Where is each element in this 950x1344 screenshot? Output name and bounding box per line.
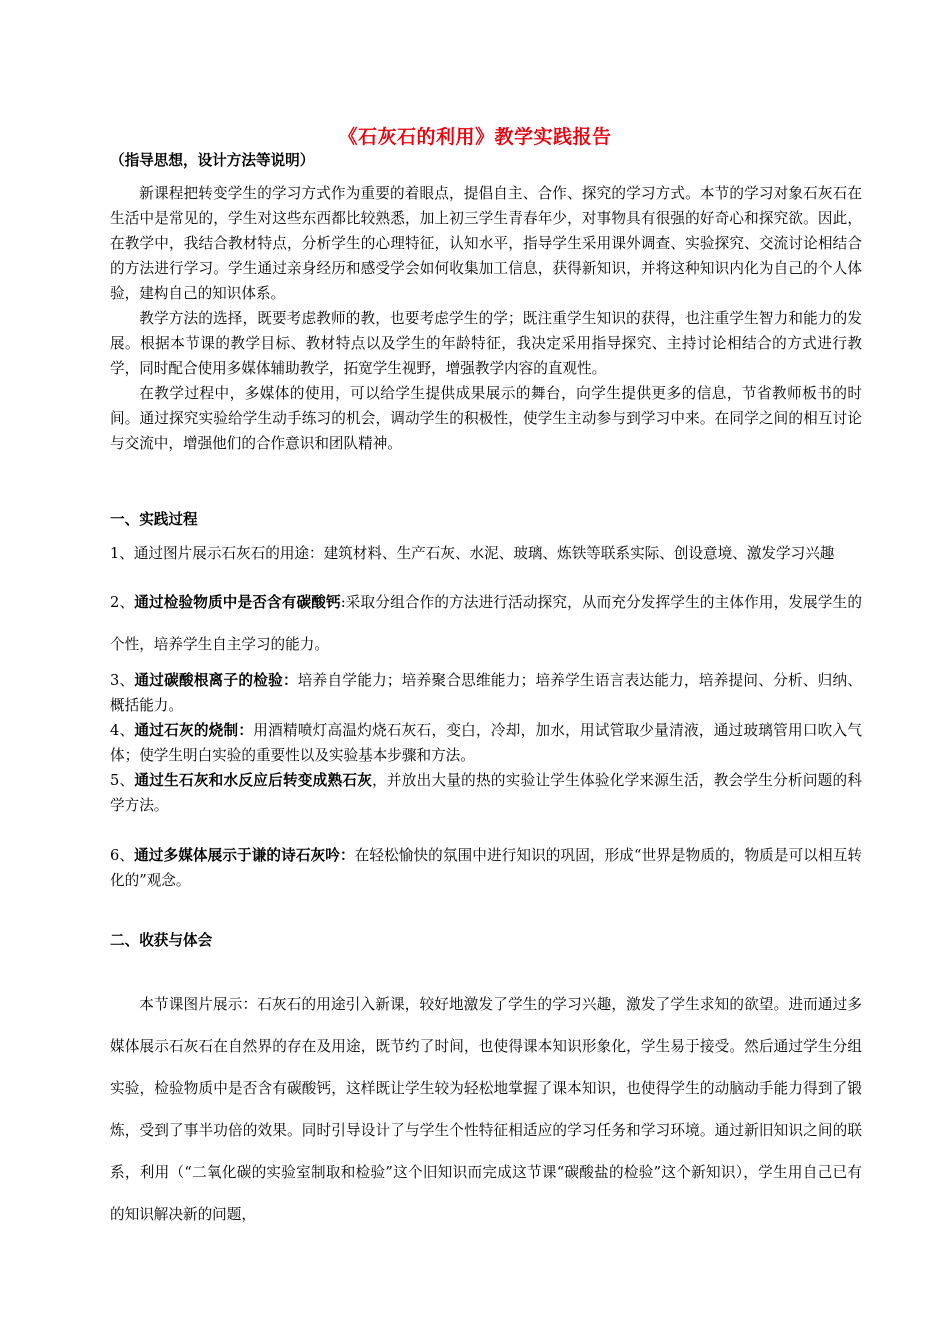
practice-item [110, 668, 862, 718]
practice-item [110, 843, 862, 893]
harvest-section [110, 984, 862, 1236]
intro-paragraph: 在教学过程中，多媒体的使用，可以给学生提供成果展示的舞台，向学生提供更多的信息，节省教师板书的时间。通过探究实验给学生动手练习的机会，调动学生的积极性，使学生主动参与到学习中来。在同学之间的相互讨论与交流中，增强他们的合作意识和团队精神。 [110, 385, 862, 452]
harvest-paragraph: 本节课图片展示：石灰石的用途引入新课，较好地激发了学生的学习兴趣，激发了学生求知的欲望。进而通过多媒体展示石灰石在自然界的存在及用途，既节约了时间，也使得课本知识形象化，学生易于接受。然后通过学生分组实验，检验物质中是否含有碳酸钙，这样既让学生较为轻松地掌握了课本知识，也使得学生的动脑动手能力得到了锻炼，受到了事半功倍的效果。同时引导设计了与学生个性特征相适应的学习任务和学习环境。通过新旧知识之间的联系，利用（“二氧化碳的实验室制取和检验”这个旧知识而完成这节课“碳酸盐的检验”这个新知识），学生用自己已有的知识解决新的问题， [110, 996, 862, 1223]
item-bold-lead: 通过多媒体展示于谦的诗石灰吟： [134, 847, 355, 864]
item-text: ，并放出大量的热的实验让学生体验化学来源生活，教会学生分析问题的科学方法。 [110, 772, 862, 814]
document-subtitle: （指导思想，设计方法等说明） [110, 152, 315, 169]
item-number: 5、 [110, 772, 135, 789]
section-heading: 二、收获与体会 [110, 932, 213, 949]
item-number: 1、 [110, 545, 134, 562]
item-text: 培养自学能力；培养聚合思维能力；培养学生语言表达能力，培养提问、分析、归纳、概括能力。 [110, 672, 862, 714]
intro-paragraph: 教学方法的选择，既要考虑教师的教，也要考虑学生的学；既注重学生知识的获得，也注重学生智力和能力的发展。根据本节课的教学目标、教材特点以及学生的年龄特征，我决定采用指导探究、主持讨论相结合的方式进行教学，同时配合使用多媒体辅助教学，拓宽学生视野，增强教学内容的直观性。 [110, 310, 862, 377]
item-bold-lead: 通过石灰的烧制： [134, 722, 254, 739]
practice-item [110, 718, 862, 768]
item-text: :采取分组合作的方法进行活动探究，从而充分发挥学生的主体作用，发展学生的个性，培养学生自主学习的能力。 [110, 594, 862, 653]
item-number: 2、 [110, 594, 135, 611]
item-number: 3、 [110, 672, 135, 689]
item-text: 通过图片展示石灰石的用途：建筑材料、生产石灰、水泥、玻璃、炼铁等联系实际、创设意境、激发学习兴趣 [133, 545, 835, 562]
item-bold-lead: 通过碳酸根离子的检验： [134, 672, 298, 689]
intro-paragraph: 新课程把转变学生的学习方式作为重要的着眼点，提倡自主、合作、探究的学习方式。本节的学习对象石灰石在生活中是常见的，学生对这些东西都比较熟悉，加上初三学生青春年少，对事物具有很强的好奇心和探究欲。因此，在教学中，我结合教材特点，分析学生的心理特征，认知水平，指导学生采用课外调查、实验探究、交流讨论相结合的方法进行学习。学生通过亲身经历和感受学会如何收集加工信息，获得新知识，并将这种知识内化为自己的个人体验，建构自己的知识体系。 [110, 185, 862, 302]
practice-item [110, 541, 862, 566]
item-text: 在轻松愉快的氛围中进行知识的巩固，形成“世界是物质的，物质是可以相互转化的”观念。 [110, 847, 862, 889]
section-heading: 一、实践过程 [110, 511, 198, 528]
intro-section [110, 181, 862, 456]
practice-item [110, 768, 862, 818]
item-bold-lead: 通过检验物质中是否含有碳酸钙 [134, 594, 341, 611]
document-title: 《石灰石的利用》教学实践报告 [338, 126, 612, 148]
item-number: 6、 [110, 847, 135, 864]
item-bold-lead: 通过生石灰和水反应后转变成熟石灰 [134, 772, 373, 789]
practice-item [110, 582, 862, 666]
item-text: 用酒精喷灯高温灼烧石灰石，变白，冷却，加水，用试管取少量清液，通过玻璃管用口吹入气体；使学生明白实验的重要性以及实验基本步骤和方法。 [110, 722, 862, 764]
item-number: 4、 [110, 722, 135, 739]
